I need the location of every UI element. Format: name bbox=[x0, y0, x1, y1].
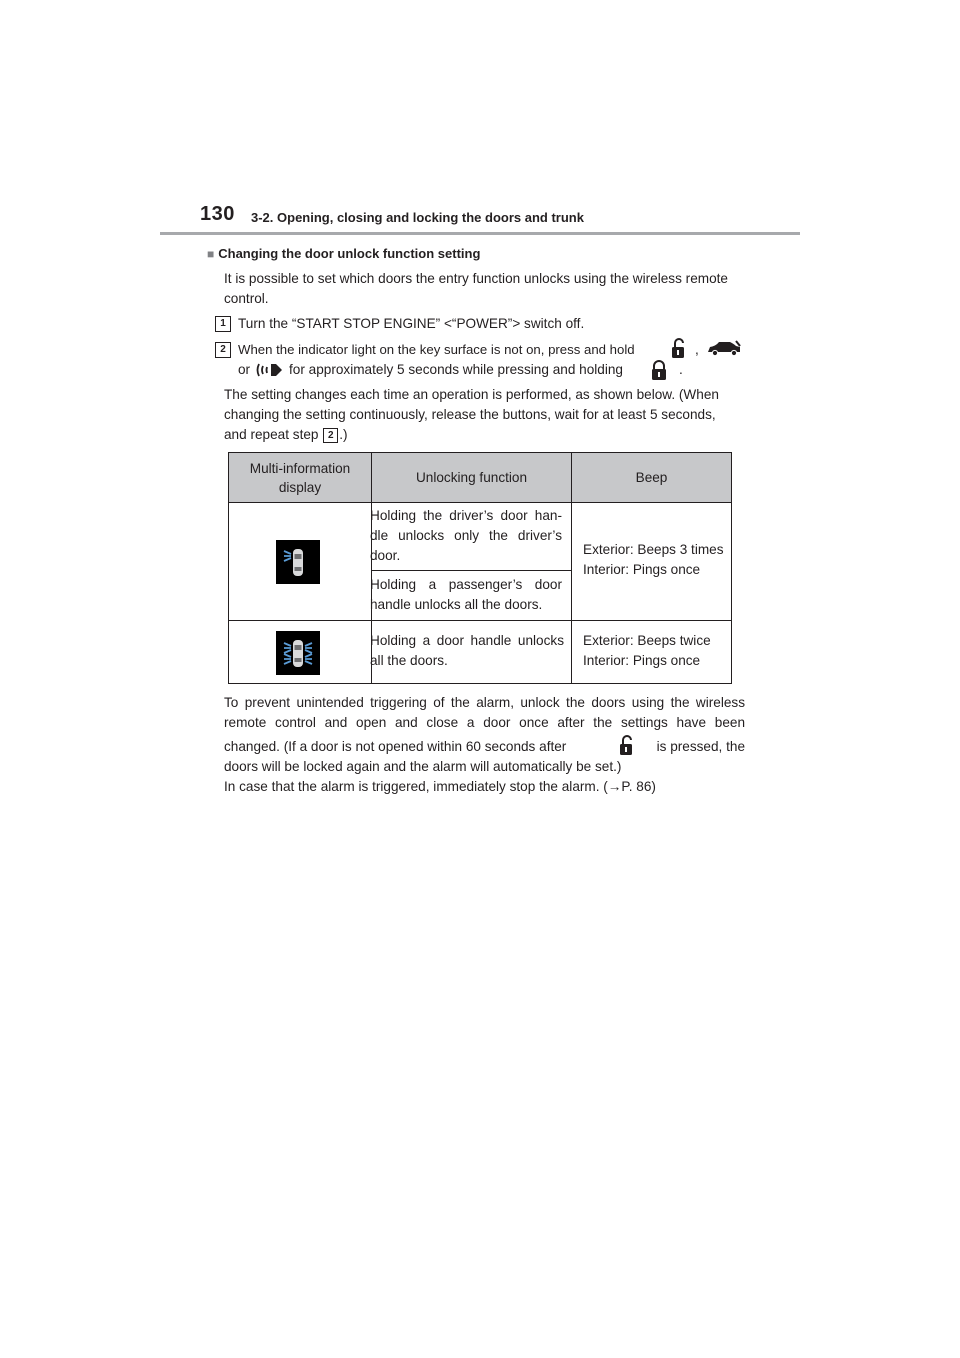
row-1-function-2: Holding a passenger’s door handle unlocks all the doors. bbox=[370, 577, 562, 612]
alarm-note-line-3b: is pressed, the bbox=[656, 739, 745, 754]
row-divider-sub bbox=[371, 570, 571, 571]
row-1-beep-line-2: Interior: Pings once bbox=[583, 562, 701, 577]
heading-marker: ■ bbox=[207, 246, 215, 261]
row-2-beep-line-1: Exterior: Beeps twice bbox=[583, 633, 711, 648]
step-2-line-2c: . bbox=[679, 362, 683, 377]
header-display-line-1: Multi-information bbox=[249, 460, 351, 476]
unlock-settings-table bbox=[228, 452, 732, 684]
step-badge-2: 2 bbox=[215, 342, 231, 358]
alarm-note-line-3a: changed. (If a door is not opened within 60 seconds after bbox=[224, 739, 567, 754]
display-icon-all bbox=[276, 631, 320, 675]
heading-text: Changing the door unlock function setting bbox=[218, 246, 481, 261]
header-function: Unlocking function bbox=[415, 470, 528, 485]
step-2-line-2a: or bbox=[238, 362, 251, 377]
setting-note-line-1: The setting changes each time an operation is performed, as shown below. (When bbox=[224, 387, 719, 402]
alarm-note-line-4: doors will be locked again and the alarm will automatically be set.) bbox=[224, 759, 622, 774]
step-2-line-1b: , bbox=[695, 342, 699, 357]
unlock-icon bbox=[670, 338, 688, 360]
setting-note-line-3 bbox=[224, 425, 745, 445]
step-1-text: Turn the “START STOP ENGINE” <“POWER”> switch off. bbox=[238, 316, 585, 331]
alarm-note-line-1: To prevent unintended triggering of the alarm, unlock the doors using the wireless bbox=[224, 695, 745, 710]
driver-door-unlock-icon bbox=[276, 540, 320, 584]
lock-icon bbox=[650, 360, 668, 382]
row-2-beep bbox=[583, 631, 731, 671]
header-rule bbox=[160, 232, 800, 235]
page-number: 130 bbox=[200, 203, 235, 225]
panic-icon bbox=[256, 361, 286, 379]
row-divider-main bbox=[229, 620, 731, 621]
col-divider-2 bbox=[571, 453, 572, 683]
intro-line-1: It is possible to set which doors the entry function unlocks using the wireless remote bbox=[224, 271, 728, 286]
step-2-line-2b: for approximately 5 seconds while pressing and holding bbox=[289, 362, 623, 377]
alarm-note-line-2: remote control and open and close a door once after the settings have been bbox=[224, 715, 745, 730]
step-badge-1: 1 bbox=[215, 316, 231, 332]
row-1-function-1: Holding the driver’s door han-dle unlocks only the driver’s door. bbox=[370, 508, 562, 563]
unlock-icon-inline bbox=[618, 735, 636, 757]
all-doors-unlock-icon bbox=[276, 631, 320, 675]
trunk-icon bbox=[706, 340, 742, 356]
display-icon-driver bbox=[276, 540, 320, 584]
section-heading bbox=[207, 246, 480, 261]
row-1-beep-line-1: Exterior: Beeps 3 times bbox=[583, 542, 724, 557]
setting-note-line-3a: and repeat step bbox=[224, 427, 319, 442]
intro-line-2: control. bbox=[224, 291, 269, 306]
header-display-line-2: display bbox=[278, 479, 322, 495]
row-2-beep-line-2: Interior: Pings once bbox=[583, 653, 701, 668]
row-1-beep bbox=[583, 540, 731, 580]
step-2-line-1a: When the indicator light on the key surface is not on, press and hold bbox=[238, 342, 635, 357]
header-display bbox=[229, 453, 371, 502]
header-beep: Beep bbox=[635, 470, 668, 485]
alarm-note-line-5: In case that the alarm is triggered, immediately stop the alarm. (→P. 86) bbox=[224, 779, 656, 794]
row-2-function-1: Holding a door handle unlocks all the doors. bbox=[370, 633, 564, 668]
inline-step-badge: 2 bbox=[323, 428, 338, 443]
setting-note-line-2: changing the setting continuously, release the buttons, wait for at least 5 seconds, bbox=[224, 407, 716, 422]
setting-note-line-3b: .) bbox=[339, 427, 348, 442]
running-head: 3-2. Opening, closing and locking the doors and trunk bbox=[251, 210, 584, 225]
